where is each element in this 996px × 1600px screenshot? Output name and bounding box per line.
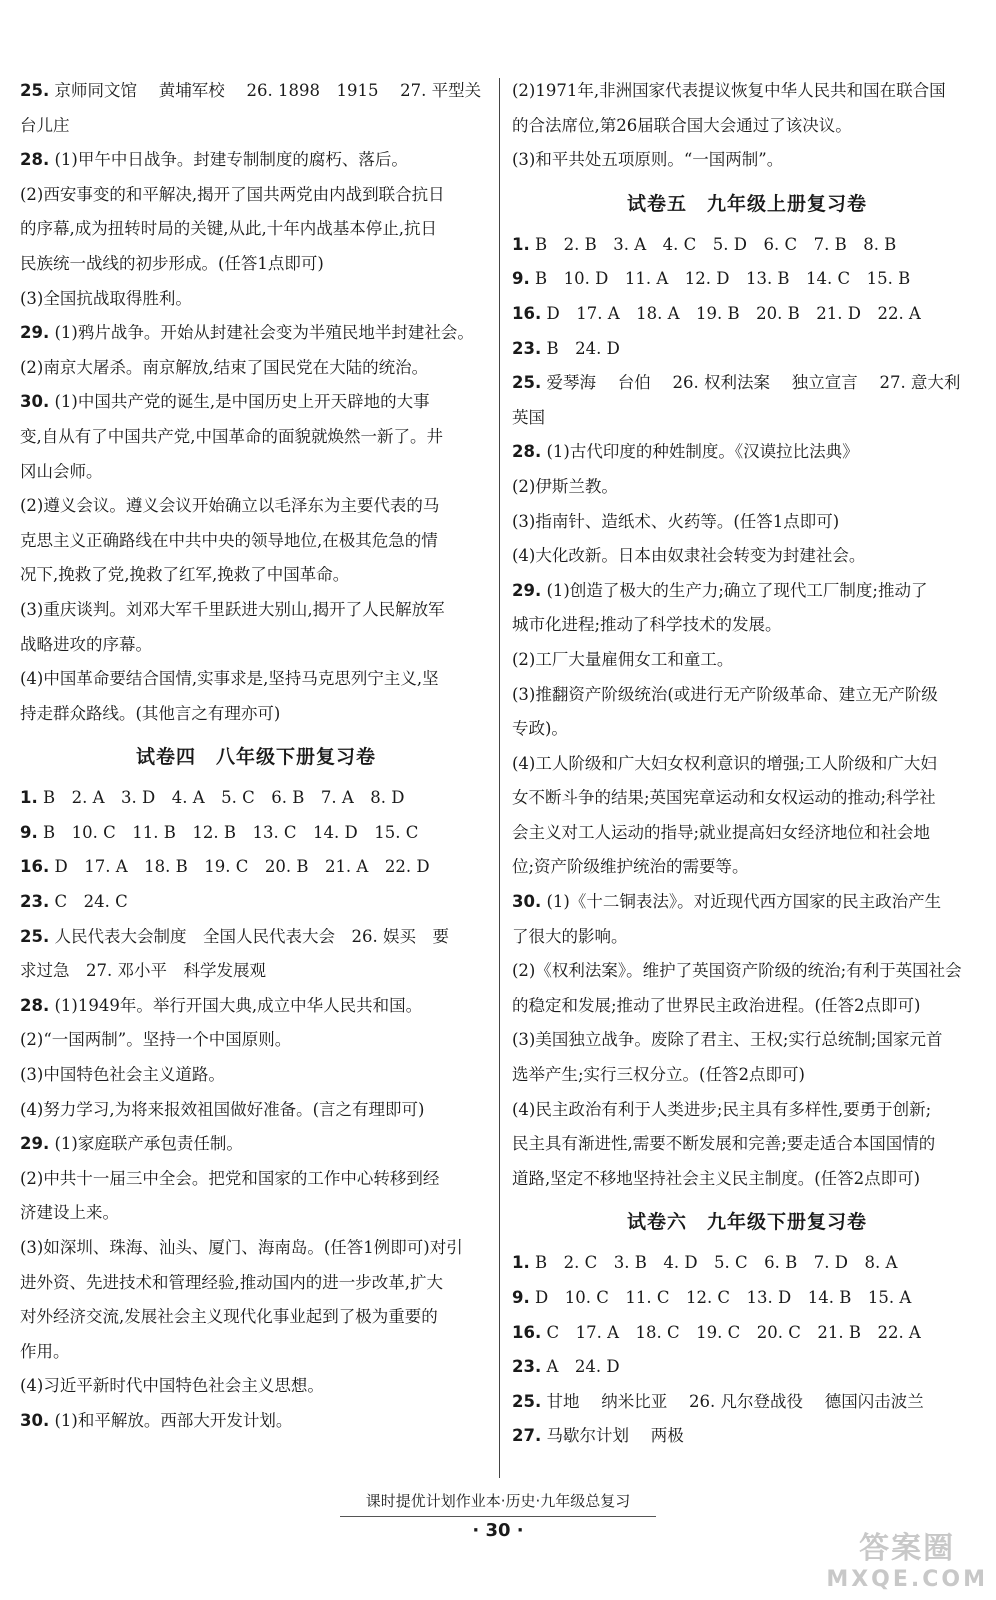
answer-text: 甘地 纳米比亚 26. 凡尔登战役 德国闪击波兰 — [541, 1391, 924, 1411]
answer-line — [20, 109, 492, 144]
answer-line — [512, 1127, 982, 1162]
answer-line — [512, 1058, 982, 1093]
answer-text: (3)和平共处五项原则。“一国两制”。 — [512, 150, 784, 170]
answer-line — [20, 212, 492, 247]
answer-line — [512, 332, 982, 367]
answer-line — [20, 1196, 492, 1231]
question-number: 23. — [512, 1357, 542, 1377]
answer-line — [20, 885, 492, 920]
footer-title: 课时提优计划作业本·历史·九年级总复习 — [365, 1492, 631, 1510]
answer-text: 战略进攻的序幕。 — [20, 634, 152, 654]
answer-text: 会主义对工人运动的指导;就业提高妇女经济地位和社会地 — [512, 822, 931, 842]
watermark-bottom: MXQE.COM — [826, 1567, 988, 1592]
answer-line — [512, 885, 982, 920]
question-number: 25. — [512, 373, 542, 393]
answer-line — [20, 593, 492, 628]
answer-line — [512, 1093, 982, 1128]
answer-line — [512, 470, 982, 505]
answer-line — [20, 1404, 492, 1439]
answer-line — [512, 643, 982, 678]
answer-text: D 17. A 18. A 19. B 20. B 21. D 22. A — [541, 303, 921, 323]
answer-line — [512, 1281, 982, 1316]
answer-text: (3)如深圳、珠海、汕头、厦门、海南岛。(任答1例即可)对引 — [20, 1238, 463, 1257]
answer-line — [20, 662, 492, 697]
answer-text: (4)民主政治有利于人类进步;民主具有多样性,要勇于创新; — [512, 1099, 932, 1119]
answer-text: 爱琴海 台伯 26. 权利法案 独立宣言 27. 意大利 — [541, 373, 961, 393]
answer-text: 况下,挽救了党,挽救了红军,挽救了中国革命。 — [20, 565, 350, 585]
answer-text: (2)伊斯兰教。 — [512, 476, 618, 496]
section-heading: 试卷六 九年级下册复习卷 — [626, 1211, 867, 1234]
answer-text: 民主具有渐进性,需要不断发展和完善;要走适合本国国情的 — [512, 1134, 936, 1154]
answer-line — [20, 920, 492, 955]
watermark-top: 答案圈 — [859, 1531, 956, 1566]
question-number: 9. — [512, 1288, 530, 1307]
answer-text: (1)创造了极大的生产力;确立了现代工厂制度;推动了 — [541, 580, 928, 600]
answer-line — [512, 1419, 982, 1454]
answer-line — [20, 74, 492, 109]
answer-text: B 10. C 11. B 12. B 13. C 14. D 15. C — [37, 822, 419, 842]
question-number: 1. — [512, 234, 530, 254]
answer-line — [512, 1385, 982, 1420]
answer-line — [512, 1023, 982, 1058]
answer-text: D 17. A 18. B 19. C 20. B 21. A 22. D — [49, 857, 430, 877]
answer-line — [20, 816, 492, 851]
answer-line — [20, 1300, 492, 1335]
answer-line — [512, 678, 982, 713]
left-column — [20, 74, 492, 1439]
answer-line — [512, 505, 982, 540]
answer-text: D 10. C 11. C 12. C 13. D 14. B 15. A — [529, 1288, 912, 1307]
question-number: 16. — [512, 303, 542, 323]
answer-line — [512, 954, 982, 989]
answer-text: B 2. A 3. D 4. A 5. C 6. B 7. A 8. D — [37, 788, 405, 808]
question-number: 9. — [512, 269, 530, 289]
question-number: 29. — [20, 323, 50, 343]
question-number: 1. — [20, 788, 38, 808]
answer-line — [20, 1058, 492, 1093]
answer-text: (3)推翻资产阶级统治(或进行无产阶级革命、建立无产阶级 — [512, 684, 938, 704]
answer-line — [20, 781, 492, 816]
answer-text: (1)中国共产党的诞生,是中国历史上开天辟地的大事 — [49, 392, 430, 412]
answer-line — [512, 366, 982, 401]
answer-line — [512, 74, 982, 109]
answer-text: (2)《权利法案》。维护了英国资产阶级的统治;有利于英国社会 — [512, 961, 962, 981]
answer-text: 城市化进程;推动了科学技术的发展。 — [512, 615, 782, 635]
answer-text: 了很大的影响。 — [512, 926, 628, 946]
question-number: 23. — [20, 892, 50, 912]
answer-line — [512, 401, 982, 436]
answer-text: 道路,坚定不移地坚持社会主义民主制度。(任答2点即可) — [512, 1168, 921, 1188]
answer-text: (3)中国特色社会主义道路。 — [20, 1065, 225, 1085]
answer-text: 变,自从有了中国共产党,中国革命的面貌就焕然一新了。井 — [20, 426, 443, 446]
answer-text: (1)甲午中日战争。封建专制制度的腐朽、落后。 — [49, 150, 408, 170]
question-number: 25. — [20, 81, 50, 100]
answer-text: B 2. B 3. A 4. C 5. D 6. C 7. B 8. B — [529, 234, 897, 254]
answer-text: (4)中国革命要结合国情,实事求是,坚持马克思列宁主义,坚 — [20, 669, 439, 689]
question-number: 16. — [20, 857, 50, 877]
answer-line — [20, 1231, 492, 1266]
answer-line — [512, 850, 982, 885]
answer-line — [512, 539, 982, 574]
footer-rule — [340, 1516, 656, 1517]
answer-line — [20, 1266, 492, 1301]
answer-line — [20, 850, 492, 885]
answer-text: (2)南京大屠杀。南京解放,结束了国民党在大陆的统治。 — [20, 357, 429, 377]
question-number: 29. — [512, 580, 542, 600]
answer-text: (3)指南针、造纸术、火药等。(任答1点即可) — [512, 511, 840, 531]
answer-text: 进外资、先进技术和管理经验,推动国内的进一步改革,扩大 — [20, 1272, 443, 1292]
answer-text: 克思主义正确路线在中共中央的领导地位,在极其危急的情 — [20, 530, 438, 550]
answer-text: (1)和平解放。西部大开发计划。 — [49, 1410, 293, 1430]
question-number: 27. — [512, 1426, 542, 1446]
question-number: 25. — [512, 1391, 542, 1411]
column-divider — [499, 78, 500, 1478]
answer-text: A 24. D — [541, 1357, 620, 1377]
question-number: 25. — [20, 926, 50, 946]
answer-text: C 17. A 18. C 19. C 20. C 21. B 22. A — [541, 1322, 921, 1342]
answer-line — [20, 1023, 492, 1058]
answer-line — [20, 954, 492, 989]
answer-text: 求过急 27. 邓小平 科学发展观 — [20, 961, 266, 981]
answer-text: 选举产生;实行三权分立。(任答2点即可) — [512, 1065, 805, 1085]
answer-line — [512, 435, 982, 470]
answer-text: (1)家庭联产承包责任制。 — [49, 1134, 243, 1154]
question-number: 23. — [512, 338, 542, 358]
answer-text: 济建设上来。 — [20, 1203, 119, 1223]
answer-line — [512, 747, 982, 782]
answer-line — [20, 989, 492, 1024]
section-heading: 试卷四 八年级下册复习卷 — [135, 746, 376, 769]
question-number: 30. — [20, 392, 50, 412]
answer-line — [512, 1316, 982, 1351]
answer-text: (1)鸦片战争。开始从封建社会变为半殖民地半封建社会。 — [49, 323, 474, 343]
answer-line — [20, 1093, 492, 1128]
answer-text: (1)《十二铜表法》。对近现代西方国家的民主政治产生 — [541, 892, 942, 912]
answer-text: B 24. D — [541, 338, 620, 358]
question-number: 9. — [20, 822, 38, 842]
answer-text: (2)工厂大量雇佣女工和童工。 — [512, 649, 734, 669]
answer-line — [20, 316, 492, 351]
answer-line — [20, 524, 492, 559]
question-number: 28. — [20, 995, 50, 1015]
answer-line — [20, 247, 492, 282]
answer-line — [512, 574, 982, 609]
page-number: · 30 · — [472, 1520, 524, 1541]
answer-line — [20, 628, 492, 663]
answer-text: (2)遵义会议。遵义会议开始确立以毛泽东为主要代表的马 — [20, 496, 440, 516]
question-number: 30. — [20, 1410, 50, 1430]
watermark-logo — [826, 1523, 988, 1592]
answer-text: 专政)。 — [512, 719, 568, 739]
answer-text: (2)1971年,非洲国家代表提议恢复中华人民共和国在联合国 — [512, 81, 946, 100]
answer-line — [20, 1162, 492, 1197]
answer-line — [512, 262, 982, 297]
question-number: 16. — [512, 1322, 542, 1342]
answer-text: (3)重庆谈判。刘邓大军千里跃进大别山,揭开了人民解放军 — [20, 599, 445, 619]
answer-text: 京师同文馆 黄埔军校 26. 1898 1915 27. 平型关 — [49, 81, 482, 100]
answer-text: 人民代表大会制度 全国人民代表大会 26. 娱买 要 — [49, 926, 449, 946]
answer-line — [20, 178, 492, 213]
answer-line — [20, 282, 492, 317]
answer-text: (1)古代印度的种姓制度。《汉谟拉比法典》 — [541, 442, 859, 462]
answer-line — [512, 109, 982, 144]
answer-text: (2)中共十一届三中全会。把党和国家的工作中心转移到经 — [20, 1168, 440, 1188]
answer-text: (4)习近平新时代中国特色社会主义思想。 — [20, 1376, 324, 1396]
answer-text: 位;资产阶级维护统治的需要等。 — [512, 857, 749, 877]
answer-line — [512, 712, 982, 747]
answer-text: 的序幕,成为扭转时局的关键,从此,十年内战基本停止,抗日 — [20, 219, 437, 239]
answer-line — [512, 920, 982, 955]
answer-text: (1)1949年。举行开国大典,成立中华人民共和国。 — [49, 995, 423, 1015]
answer-text: 作用。 — [20, 1341, 70, 1361]
answer-line — [20, 455, 492, 490]
answer-line — [512, 1162, 982, 1197]
answer-line — [20, 420, 492, 455]
answer-line — [512, 781, 982, 816]
answer-text: B 10. D 11. A 12. D 13. B 14. C 15. B — [529, 269, 911, 289]
answer-text: (2)“一国两制”。坚持一个中国原则。 — [20, 1030, 292, 1050]
answer-text: 对外经济交流,发展社会主义现代化事业起到了极为重要的 — [20, 1307, 438, 1327]
answer-text: 的稳定和发展;推动了世界民主政治进程。(任答2点即可) — [512, 995, 921, 1015]
answer-text: B 2. C 3. B 4. D 5. C 6. B 7. D 8. A — [529, 1253, 898, 1273]
answer-text: (2)西安事变的和平解决,揭开了国共两党由内战到联合抗日 — [20, 184, 445, 204]
answer-line — [20, 489, 492, 524]
answer-line — [512, 143, 982, 178]
answer-text: 的合法席位,第26届联合国大会通过了该决议。 — [512, 115, 852, 135]
answer-text: 民族统一战线的初步形成。(任答1点即可) — [20, 253, 324, 273]
answer-text: 台儿庄 — [20, 115, 70, 135]
answer-text: 女不断斗争的结果;英国宪章运动和女权运动的推动;科学社 — [512, 788, 936, 808]
answer-line — [20, 558, 492, 593]
question-number: 29. — [20, 1134, 50, 1154]
answer-line — [512, 816, 982, 851]
answer-line — [20, 351, 492, 386]
question-number: 30. — [512, 892, 542, 912]
answer-text: 持走群众路线。(其他言之有理亦可) — [20, 703, 281, 723]
answer-line — [512, 228, 982, 263]
answer-line — [20, 697, 492, 732]
answer-text: (3)全国抗战取得胜利。 — [20, 288, 192, 308]
answer-text: 马歇尔计划 两极 — [541, 1426, 684, 1446]
answer-line — [512, 1350, 982, 1385]
answer-line — [20, 1369, 492, 1404]
answer-line — [512, 989, 982, 1024]
answer-text: (3)美国独立战争。废除了君主、王权;实行总统制;国家元首 — [512, 1030, 943, 1050]
answer-line — [20, 385, 492, 420]
answer-line — [512, 608, 982, 643]
answer-line — [20, 1335, 492, 1370]
answer-text: (4)工人阶级和广大妇女权利意识的增强;工人阶级和广大妇 — [512, 753, 937, 773]
answer-text: C 24. C — [49, 892, 128, 912]
answer-text: 英国 — [512, 407, 545, 427]
section-heading: 试卷五 九年级上册复习卷 — [626, 192, 867, 215]
answer-line — [512, 297, 982, 332]
question-number: 1. — [512, 1253, 530, 1273]
question-number: 28. — [20, 150, 50, 170]
answer-line — [20, 1127, 492, 1162]
answer-text: (4)努力学习,为将来报效祖国做好准备。(言之有理即可) — [20, 1099, 425, 1119]
answer-text: (4)大化改新。日本由奴隶社会转变为封建社会。 — [512, 546, 866, 566]
answer-line — [512, 1246, 982, 1281]
answer-line — [20, 143, 492, 178]
right-column — [512, 74, 982, 1454]
answer-text: 冈山会师。 — [20, 461, 103, 481]
question-number: 28. — [512, 442, 542, 462]
